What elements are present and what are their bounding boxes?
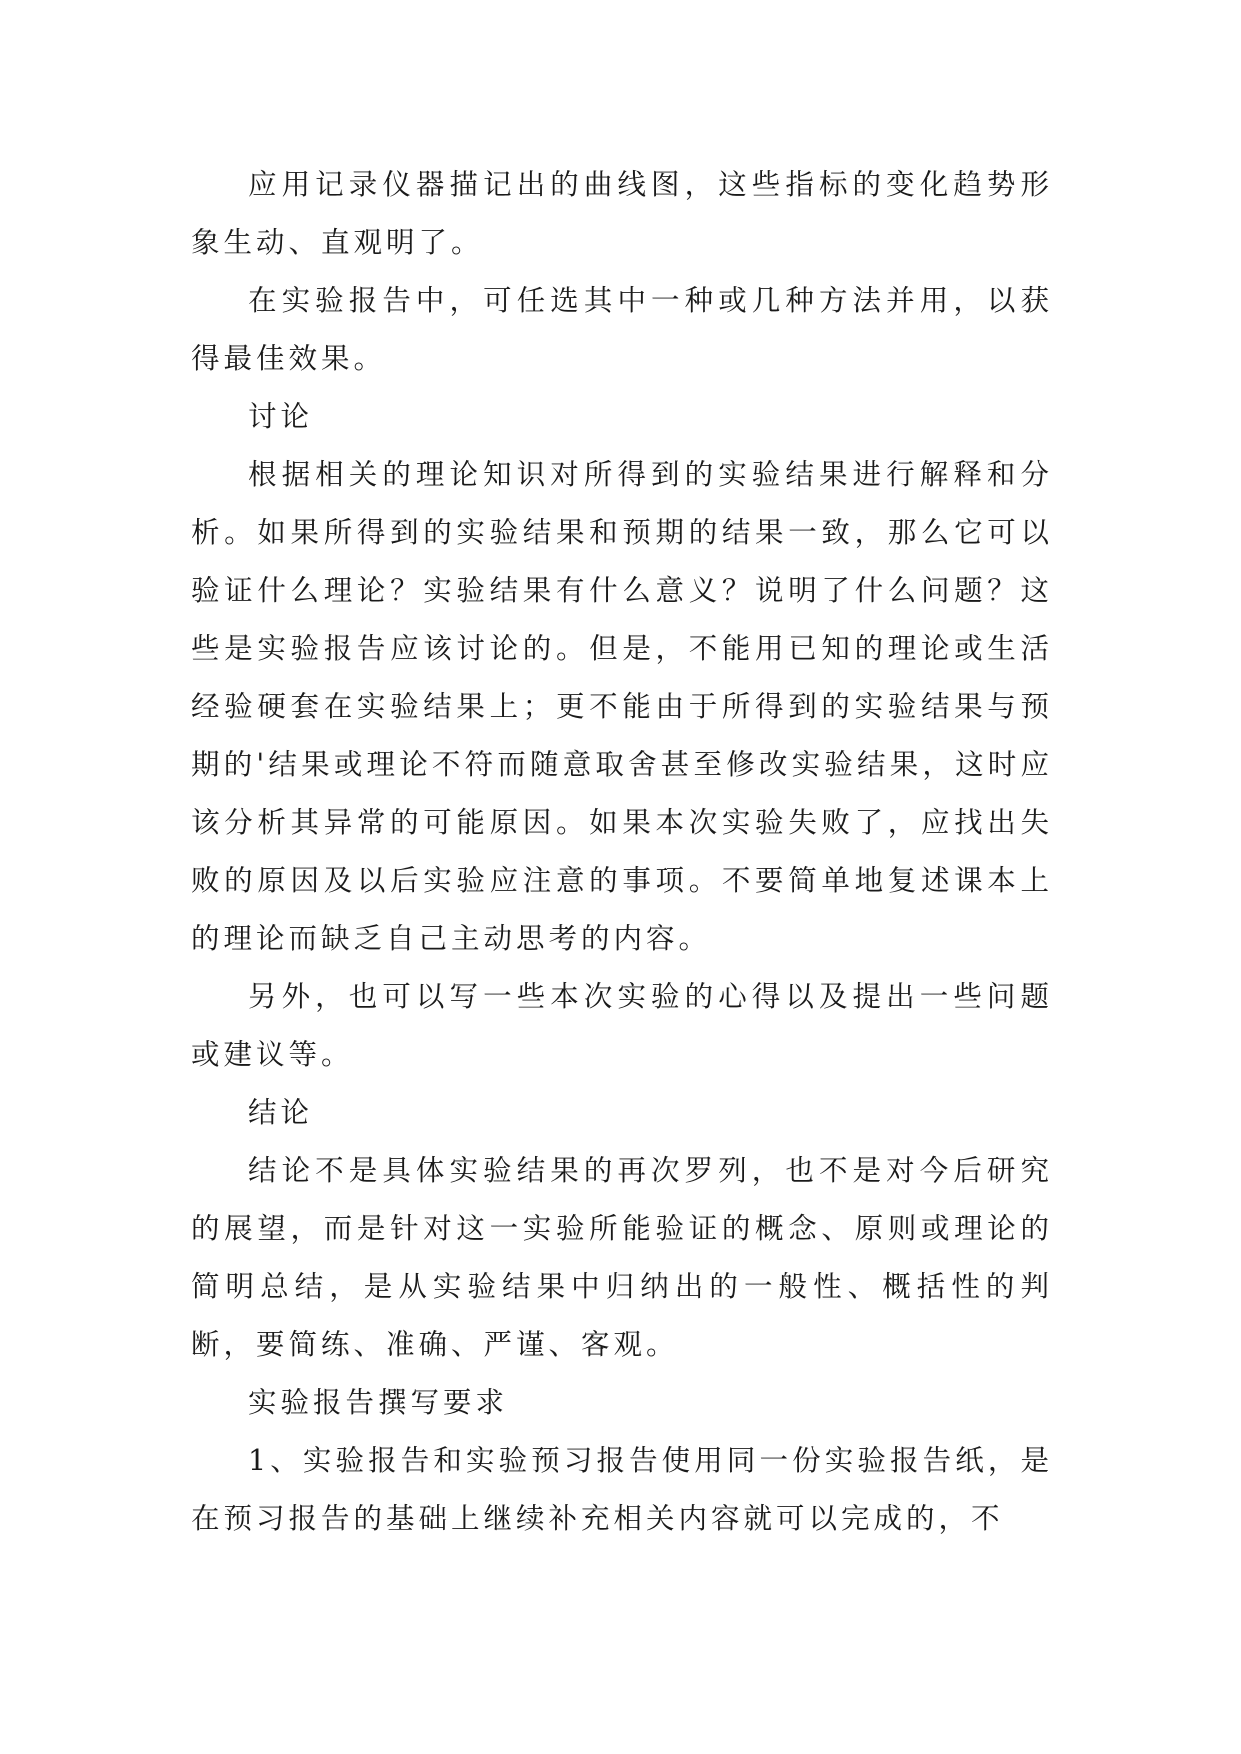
paragraph-curve-description: 应用记录仪器描记出的曲线图，这些指标的变化趋势形象生动、直观明了。 [191,168,1053,259]
heading-discussion: 讨论 [248,400,314,433]
heading-conclusion: 结论 [248,1096,314,1129]
paragraph-requirement-1: 1、实验报告和实验预习报告使用同一份实验报告纸，是在预习报告的基础上继续补充相关内容就可以完成的，不 [191,1444,1053,1535]
paragraph-discussion-body: 根据相关的理论知识对所得到的实验结果进行解释和分析。如果所得到的实验结果和预期的结果一致，那么它可以验证什么理论？实验结果有什么意义？说明了什么问题？这些是实验报告应该讨论的。但是，不能用已知的理论或生活经验硬套在实验结果上；更不能由于所得到的实验结果与预期的'结果或理论不符而随意取舍甚至修改实验结果，这时应该分析其异常的可能原因。如果本次实验失败了，应找出失败的原因及以后实验应注意的事项。不要简单地复述课本上的理论而缺乏自己主动思考的内容。 [191,458,1053,955]
paragraph-discussion-extra: 另外，也可以写一些本次实验的心得以及提出一些问题或建议等。 [191,980,1053,1071]
document-body [191,156,1053,1548]
heading-writing-requirements: 实验报告撰写要求 [248,1386,509,1419]
paragraph-method-choice: 在实验报告中，可任选其中一种或几种方法并用，以获得最佳效果。 [191,284,1053,375]
paragraph-conclusion-body: 结论不是具体实验结果的再次罗列，也不是对今后研究的展望，而是针对这一实验所能验证的概念、原则或理论的简明总结，是从实验结果中归纳出的一般性、概括性的判断，要简练、准确、严谨、客观。 [191,1154,1053,1361]
